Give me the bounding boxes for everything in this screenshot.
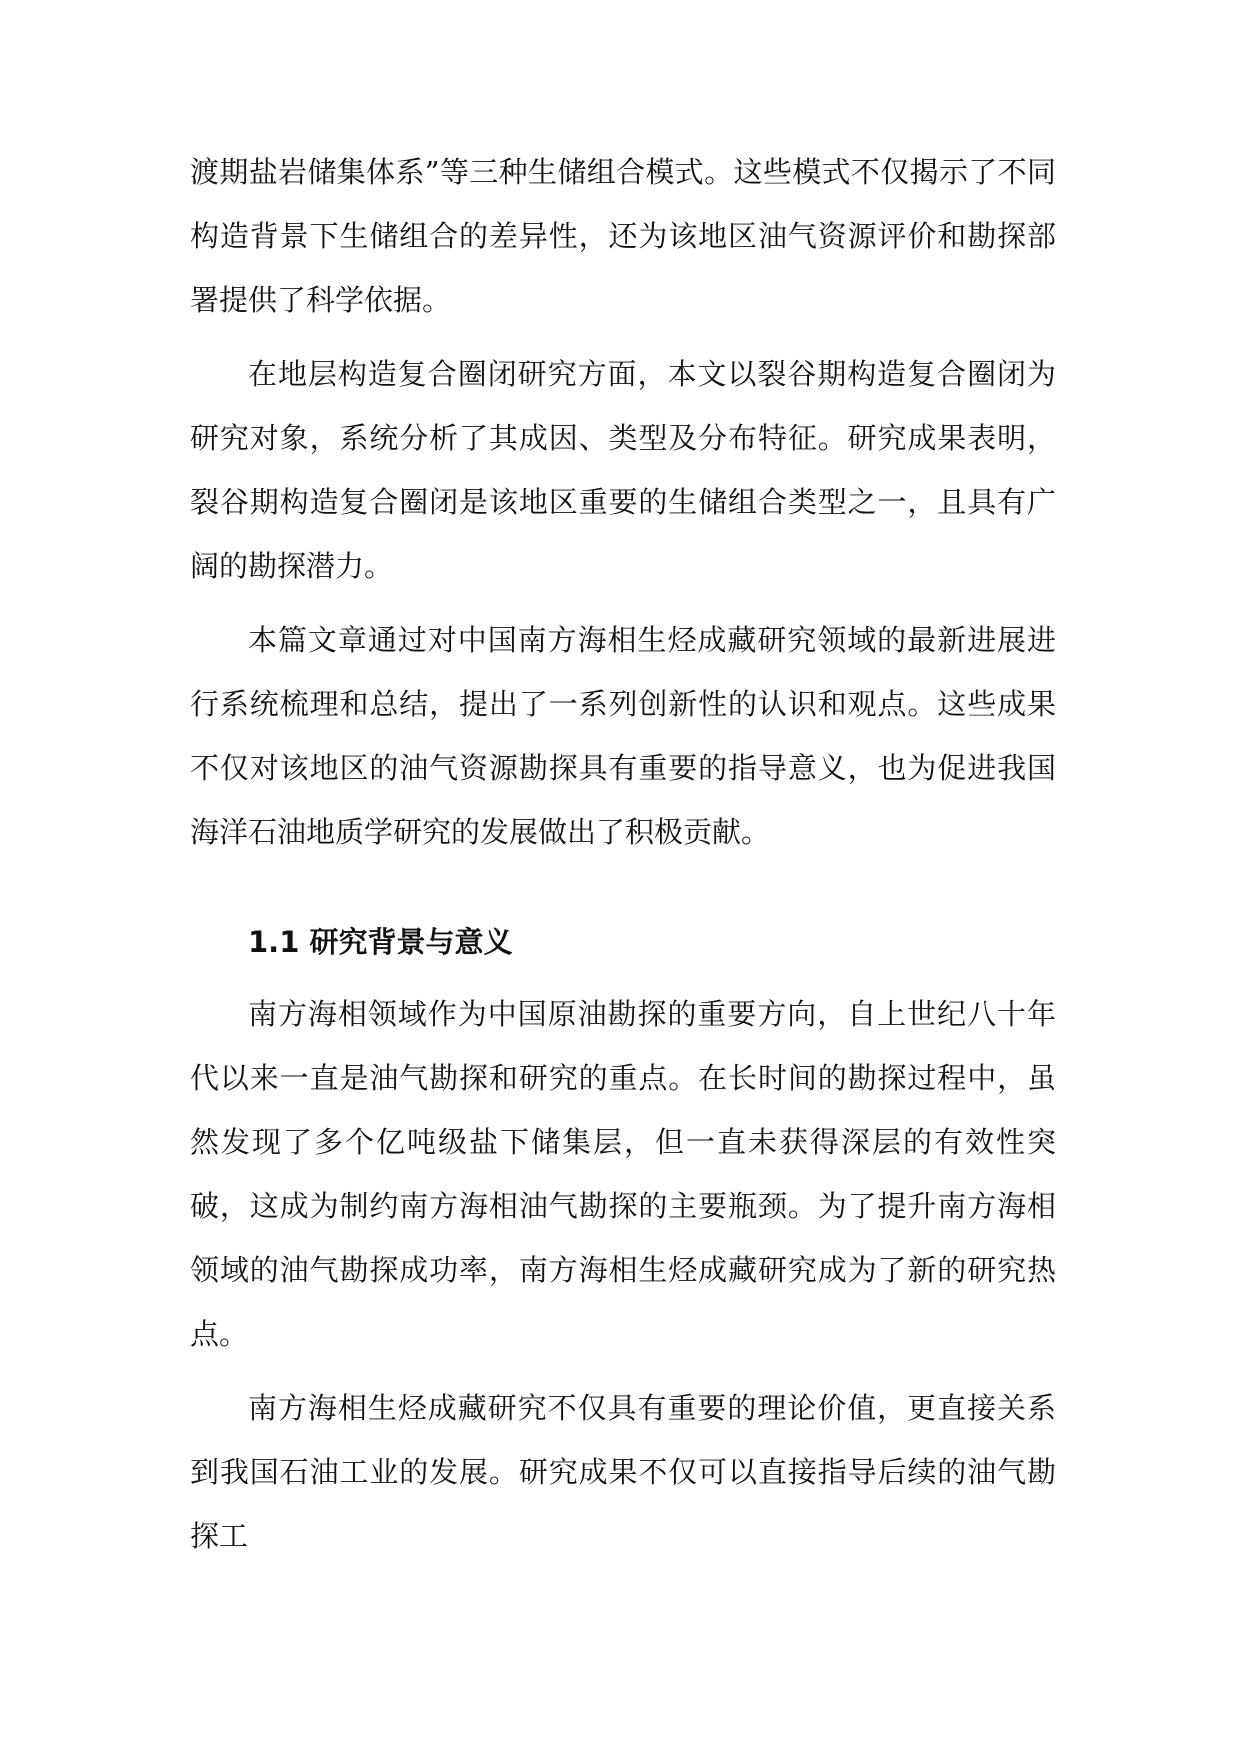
- paragraph-significance: 南方海相生烃成藏研究不仅具有重要的理论价值，更直接关系到我国石油工业的发展。研究成果不仅可以直接指导后续的油气勘探工: [190, 1391, 1056, 1553]
- paragraph-continued: 渡期盐岩储集体系”等三种生储组合模式。这些模式不仅揭示了不同构造背景下生储组合的差异性，还为该地区油气资源评价和勘探部署提供了科学依据。: [190, 155, 1056, 317]
- paragraph-trap-research: 在地层构造复合圈闭研究方面，本文以裂谷期构造复合圈闭为研究对象，系统分析了其成因、类型及分布特征。研究成果表明，裂谷期构造复合圈闭是该地区重要的生储组合类型之一，且具有广阔的勘探潜力。: [190, 357, 1056, 583]
- document-body: [190, 140, 1056, 1568]
- paragraph-summary: 本篇文章通过对中国南方海相生烃成藏研究领域的最新进展进行系统梳理和总结，提出了一系列创新性的认识和观点。这些成果不仅对该地区的油气资源勘探具有重要的指导意义，也为促进我国海洋石油地质学研究的发展做出了积极贡献。: [190, 623, 1056, 849]
- section-heading: 1.1 研究背景与意义: [248, 925, 513, 959]
- paragraph-background: 南方海相领域作为中国原油勘探的重要方向，自上世纪八十年代以来一直是油气勘探和研究的重点。在长时间的勘探过程中，虽然发现了多个亿吨级盐下储集层，但一直未获得深层的有效性突破，这成为制约南方海相油气勘探的主要瓶颈。为了提升南方海相领域的油气勘探成功率，南方海相生烃成藏研究成为了新的研究热点。: [190, 997, 1056, 1351]
